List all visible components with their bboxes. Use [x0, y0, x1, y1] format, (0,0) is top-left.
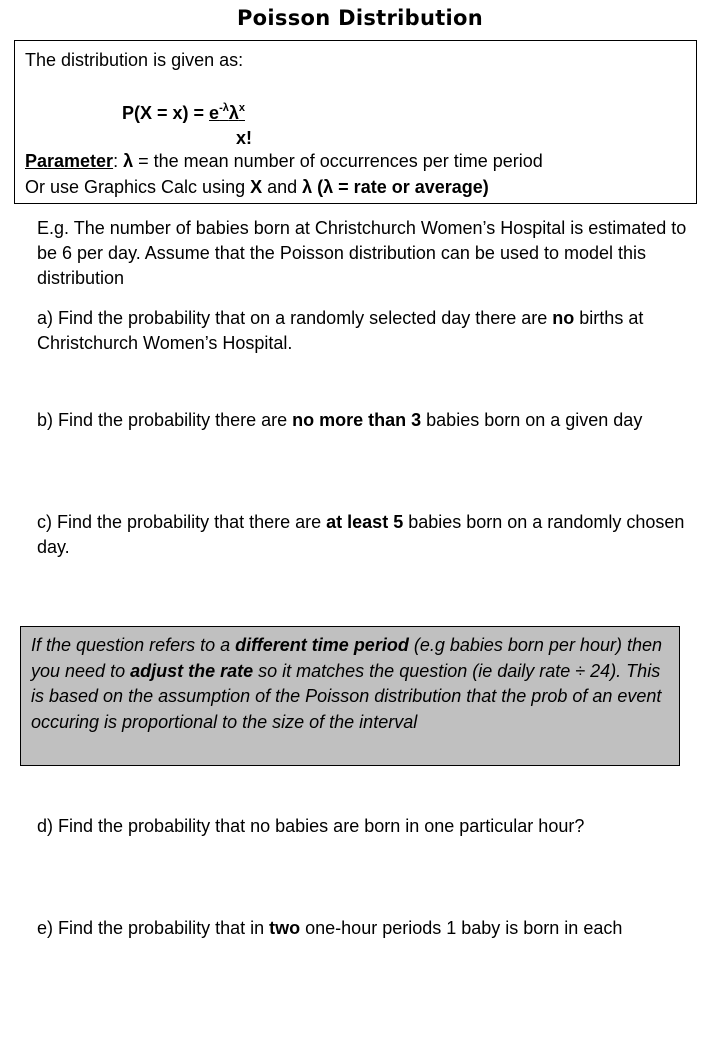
calc-pre: Or use Graphics Calc using [25, 177, 251, 197]
question-b [37, 408, 687, 433]
question-e-pre: e) Find the probability that in [37, 918, 270, 938]
rate-adjustment-note [20, 626, 680, 766]
calc-line [25, 176, 489, 198]
poisson-formula [122, 102, 245, 124]
question-e [37, 916, 687, 941]
calc-and: and [262, 177, 303, 197]
note-part2: (e.g babies born per hour) then you need to [31, 635, 662, 681]
question-b-post: babies born on a given day [421, 410, 643, 430]
parameter-colon: : [113, 151, 124, 171]
question-c [37, 510, 687, 560]
formula-lambda: λ [228, 103, 239, 123]
question-a-post: births at Christchurch Women’s Hospital. [37, 308, 644, 353]
parameter-text: = the mean number of occurrences per time period [133, 151, 543, 171]
calc-x: X [250, 177, 263, 197]
formula-x-exponent: x [238, 102, 245, 114]
parameter-line [25, 150, 543, 172]
formula-lhs: P(X = x) = [122, 103, 210, 123]
note-part1: If the question refers to a [31, 635, 236, 655]
note-bold2: adjust the rate [130, 660, 254, 681]
parameter-label: Parameter [25, 151, 114, 171]
question-b-bold: no more than 3 [292, 410, 422, 430]
note-bold1: different time period [235, 635, 409, 655]
question-a-pre: a) Find the probability that on a randomly selected day there are [37, 308, 553, 328]
formula-e: e [209, 103, 220, 123]
formula-box [14, 40, 697, 204]
question-b-pre: b) Find the probability there are [37, 410, 293, 430]
formula-exponent: -λ [219, 102, 229, 114]
formula-numerator [209, 103, 245, 123]
page-title: Poisson Distribution [236, 6, 484, 30]
question-d: d) Find the probability that no babies are born in one particular hour? [37, 816, 585, 836]
formula-denominator: x! [236, 128, 253, 148]
question-a [37, 306, 687, 356]
formula-intro: The distribution is given as: [25, 50, 244, 70]
question-c-post: babies born on a randomly chosen day. [37, 512, 685, 557]
example-text: E.g. The number of babies born at Christchurch Women’s Hospital is estimated to be 6 per day. Assume that the Poisson distribution can be used to model this distribution [37, 218, 687, 288]
parameter-symbol: λ [123, 151, 134, 171]
question-c-bold: at least 5 [326, 512, 404, 532]
question-a-bold: no [552, 308, 575, 328]
note-part3: so it matches the question (ie daily rate ÷ 24). This is based on the assumption of the Poisson distribution that the prob of an event occuring is proportional to the size of the interval [31, 660, 662, 732]
calc-lambda-note: λ (λ = rate or average) [302, 177, 489, 197]
question-e-bold: two [269, 918, 301, 938]
question-e-post: one-hour periods 1 baby is born in each [300, 918, 623, 938]
question-c-pre: c) Find the probability that there are [37, 512, 327, 532]
